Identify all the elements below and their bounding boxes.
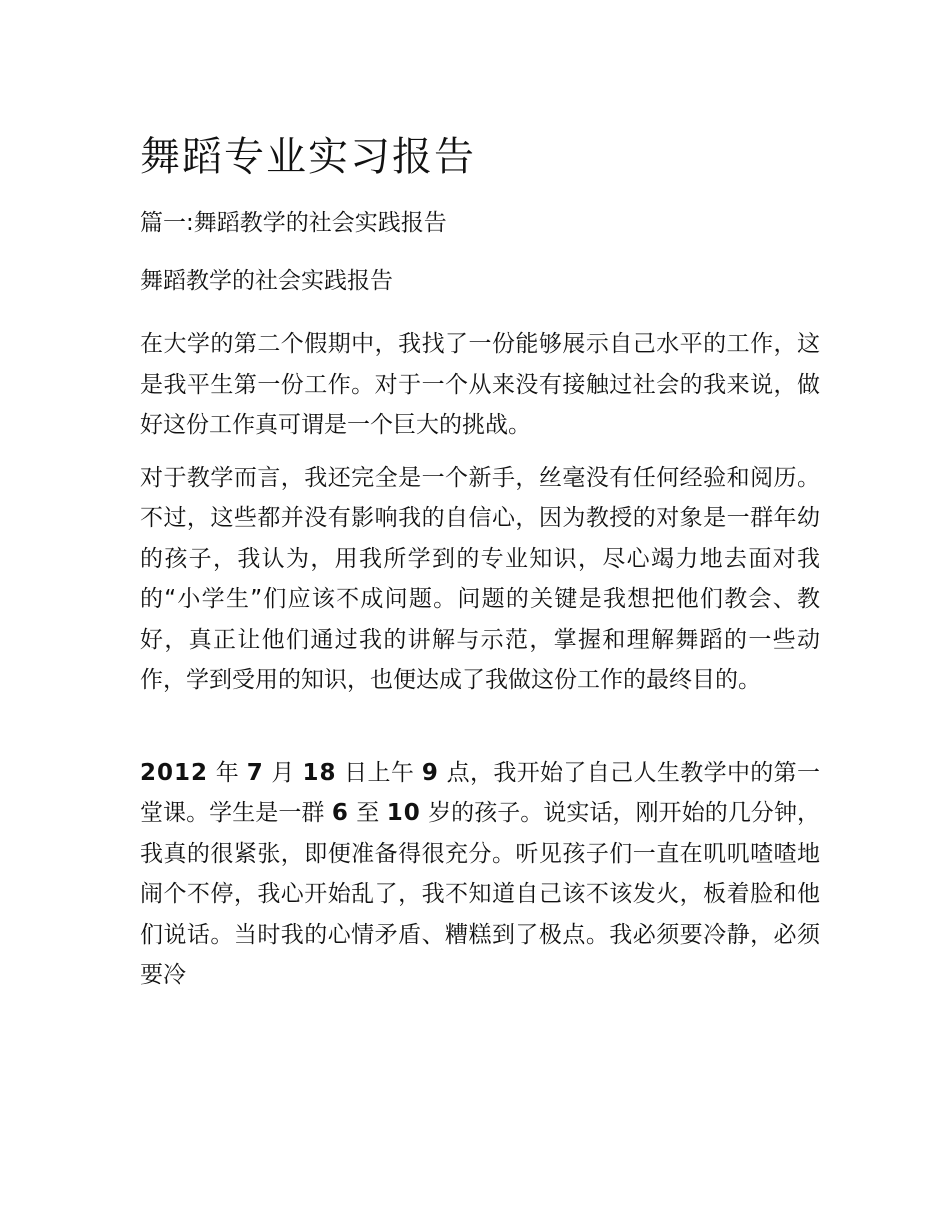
- age-to-number: 10: [386, 800, 421, 826]
- document-title: 舞蹈专业实习报告: [140, 134, 476, 180]
- document-body: [140, 128, 820, 1008]
- section-heading: 篇一:舞蹈教学的社会实践报告: [140, 210, 447, 236]
- text-segment: 至: [348, 800, 387, 826]
- paragraph-2: 对于教学而言，我还完全是一个新手，丝毫没有任何经验和阅历。不过，这些都并没有影响我的自信心，因为教授的对象是一群年幼的孩子，我认为，用我所学到的专业知识，尽心竭力地去面对我的“小学生”们应该不成问题。问题的关键是我想把他们教会、教好，真正让他们通过我的讲解与示范，掌握和理解舞蹈的一些动作，学到受用的知识，也便达成了我做这份工作的最终目的。: [140, 464, 820, 693]
- hour-number: 9: [421, 759, 439, 786]
- paragraph-1: 在大学的第二个假期中，我找了一份能够展示自己水平的工作，这是我平生第一份工作。对于一个从来没有接触过社会的我来说，做好这份工作真可谓是一个巨大的挑战。: [140, 331, 820, 438]
- text-segment: 岁的孩子。说实话，刚开始的几分钟，我真的很紧张，即便准备得很充分。听见孩子们一直在叽叽喳喳地闹个不停，我心开始乱了，我不知道自己该不该发火，板着脸和他们说话。当时我的心情矛盾、糟糕到了极点。我必须要冷静，必须要冷: [140, 800, 821, 988]
- day-number: 18: [302, 759, 337, 786]
- text-segment: 日上午: [336, 759, 422, 786]
- paragraph-3: [140, 753, 820, 996]
- text-segment: 年: [208, 759, 247, 786]
- text-segment: 月: [263, 759, 303, 786]
- report-subtitle: 舞蹈教学的社会实践报告: [140, 268, 393, 294]
- age-from-number: 6: [331, 800, 349, 826]
- year-number: 2012: [140, 759, 209, 786]
- month-number: 7: [246, 759, 264, 786]
- text-segment: 点，我开始了自己人生教学中的第一堂课。学生是一群: [140, 759, 821, 826]
